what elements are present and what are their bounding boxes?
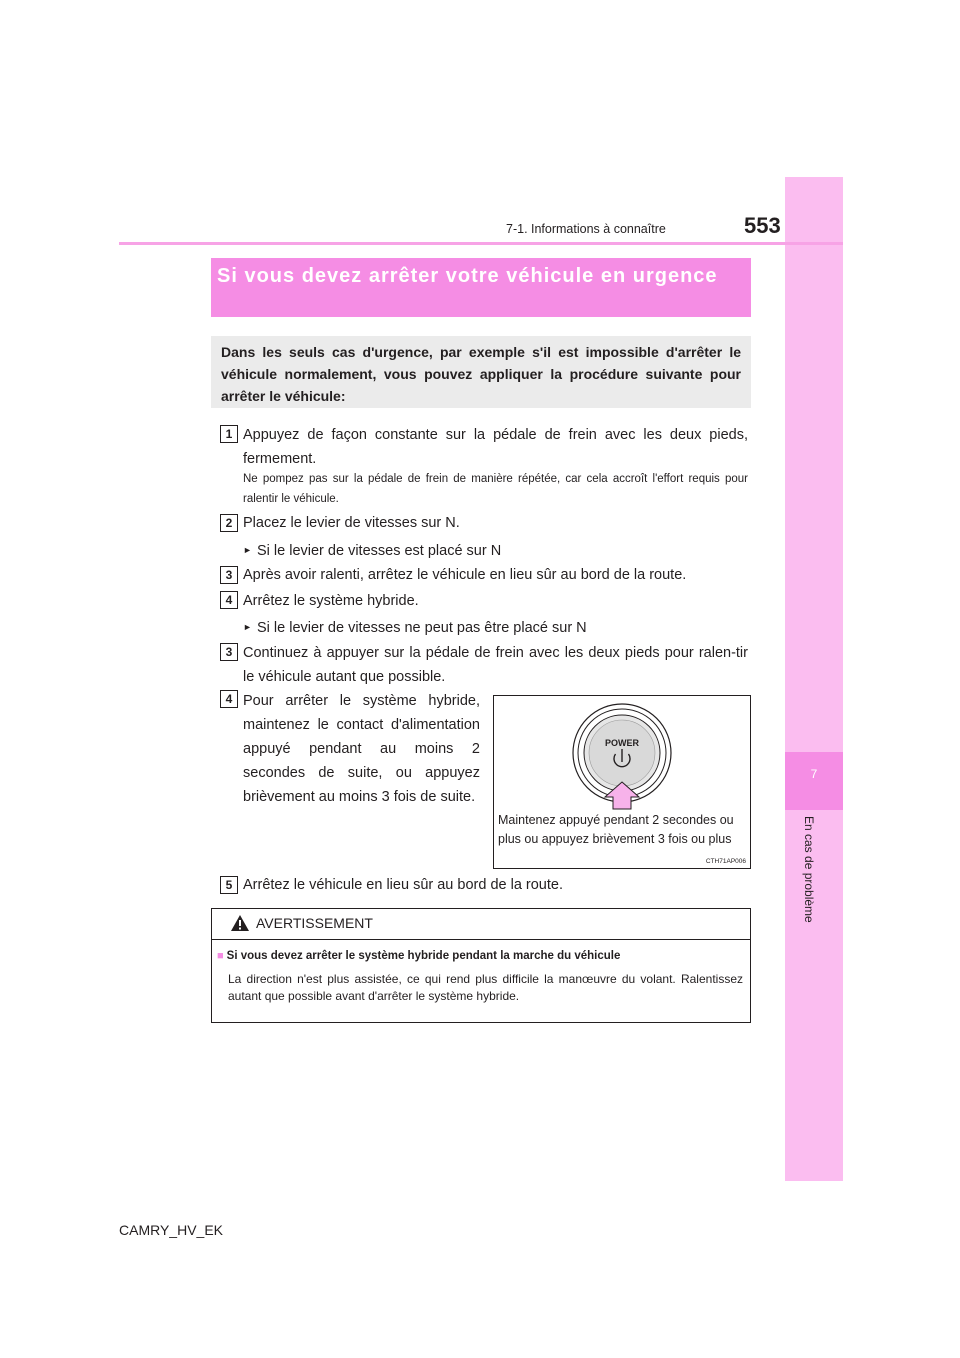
warning-header — [212, 909, 750, 940]
header-rule — [119, 242, 843, 245]
step-text: Placez le levier de vitesses sur N. — [243, 515, 460, 531]
arrow-icon: ► — [243, 545, 252, 555]
condition-bullet — [243, 538, 501, 563]
intro-box: Dans les seuls cas d'urgence, par exemple s'il est impossible d'arrêter le véhicule normalement, vous pouvez appliquer la procédure suivante pour arrêter le véhicule: — [211, 336, 751, 408]
warning-title: AVERTISSEMENT — [256, 915, 373, 931]
step-text: Pour arrêter le système hybride, maintenez le contact d'alimentation appuyé pendant au moins 2 secondes de suite, ou appuyez brièvement au moins 3 fois de suite. — [243, 693, 480, 805]
warning-box — [211, 908, 751, 1023]
condition-bullet — [243, 615, 587, 640]
step-text: Appuyez de façon constante sur la pédale de frein avec les deux pieds, fermement. — [243, 427, 748, 467]
section-title: Si vous devez arrêter votre véhicule en urgence — [211, 258, 751, 317]
warning-body: La direction n'est plus assistée, ce qui rend plus difficile la manœuvre du volant. Ralentissez autant que possible avant d'arrêter le système hybride. — [228, 972, 743, 1003]
step-number: 4 — [220, 690, 238, 708]
warning-item-title-text: Si vous devez arrêter le système hybride pendant la marche du véhicule — [226, 950, 621, 962]
condition-text: Si le levier de vitesses ne peut pas être placé sur N — [257, 620, 587, 636]
power-label: POWER — [604, 738, 640, 748]
step-number: 5 — [220, 876, 238, 894]
footer-model-code: CAMRY_HV_EK — [119, 1222, 224, 1238]
step-note: Ne pompez pas sur la pédale de frein de manière répétée, car cela accroît l'effort requis pour ralentir le véhicule. — [243, 473, 748, 505]
power-button-illustration — [494, 696, 750, 816]
step-number: 2 — [220, 514, 238, 532]
step-number: 3 — [220, 643, 238, 661]
warning-item-title — [217, 950, 620, 962]
chapter-number-tab — [785, 752, 843, 810]
power-button-figure — [493, 695, 751, 869]
chapter-number: 7 — [810, 767, 818, 781]
step-text: Après avoir ralenti, arrêtez le véhicule en lieu sûr au bord de la route. — [243, 567, 687, 583]
arrow-icon: ► — [243, 622, 252, 632]
square-bullet-icon: ■ — [217, 950, 224, 962]
figure-caption: Maintenez appuyé pendant 2 secondes ou plus ou appuyez brièvement 3 fois ou plus — [498, 813, 734, 846]
section-label: 7-1. Informations à connaître — [506, 222, 666, 236]
step-text: Arrêtez le système hybride. — [243, 593, 419, 609]
figure-code: CTH71AP006 — [705, 858, 746, 865]
step-text: Arrêtez le véhicule en lieu sûr au bord de la route. — [243, 877, 563, 893]
chapter-side-tab — [785, 177, 843, 1181]
chapter-title: En cas de problème — [802, 816, 816, 923]
warning-triangle-icon — [230, 914, 250, 932]
page-number: 553 — [744, 213, 781, 238]
step-text: Continuez à appuyer sur la pédale de frein avec les deux pieds pour ralen-tir le véhicule autant que possible. — [243, 645, 748, 685]
step-number: 1 — [220, 425, 238, 443]
step-number: 4 — [220, 591, 238, 609]
condition-text: Si le levier de vitesses est placé sur N — [257, 543, 502, 559]
step-number: 3 — [220, 566, 238, 584]
